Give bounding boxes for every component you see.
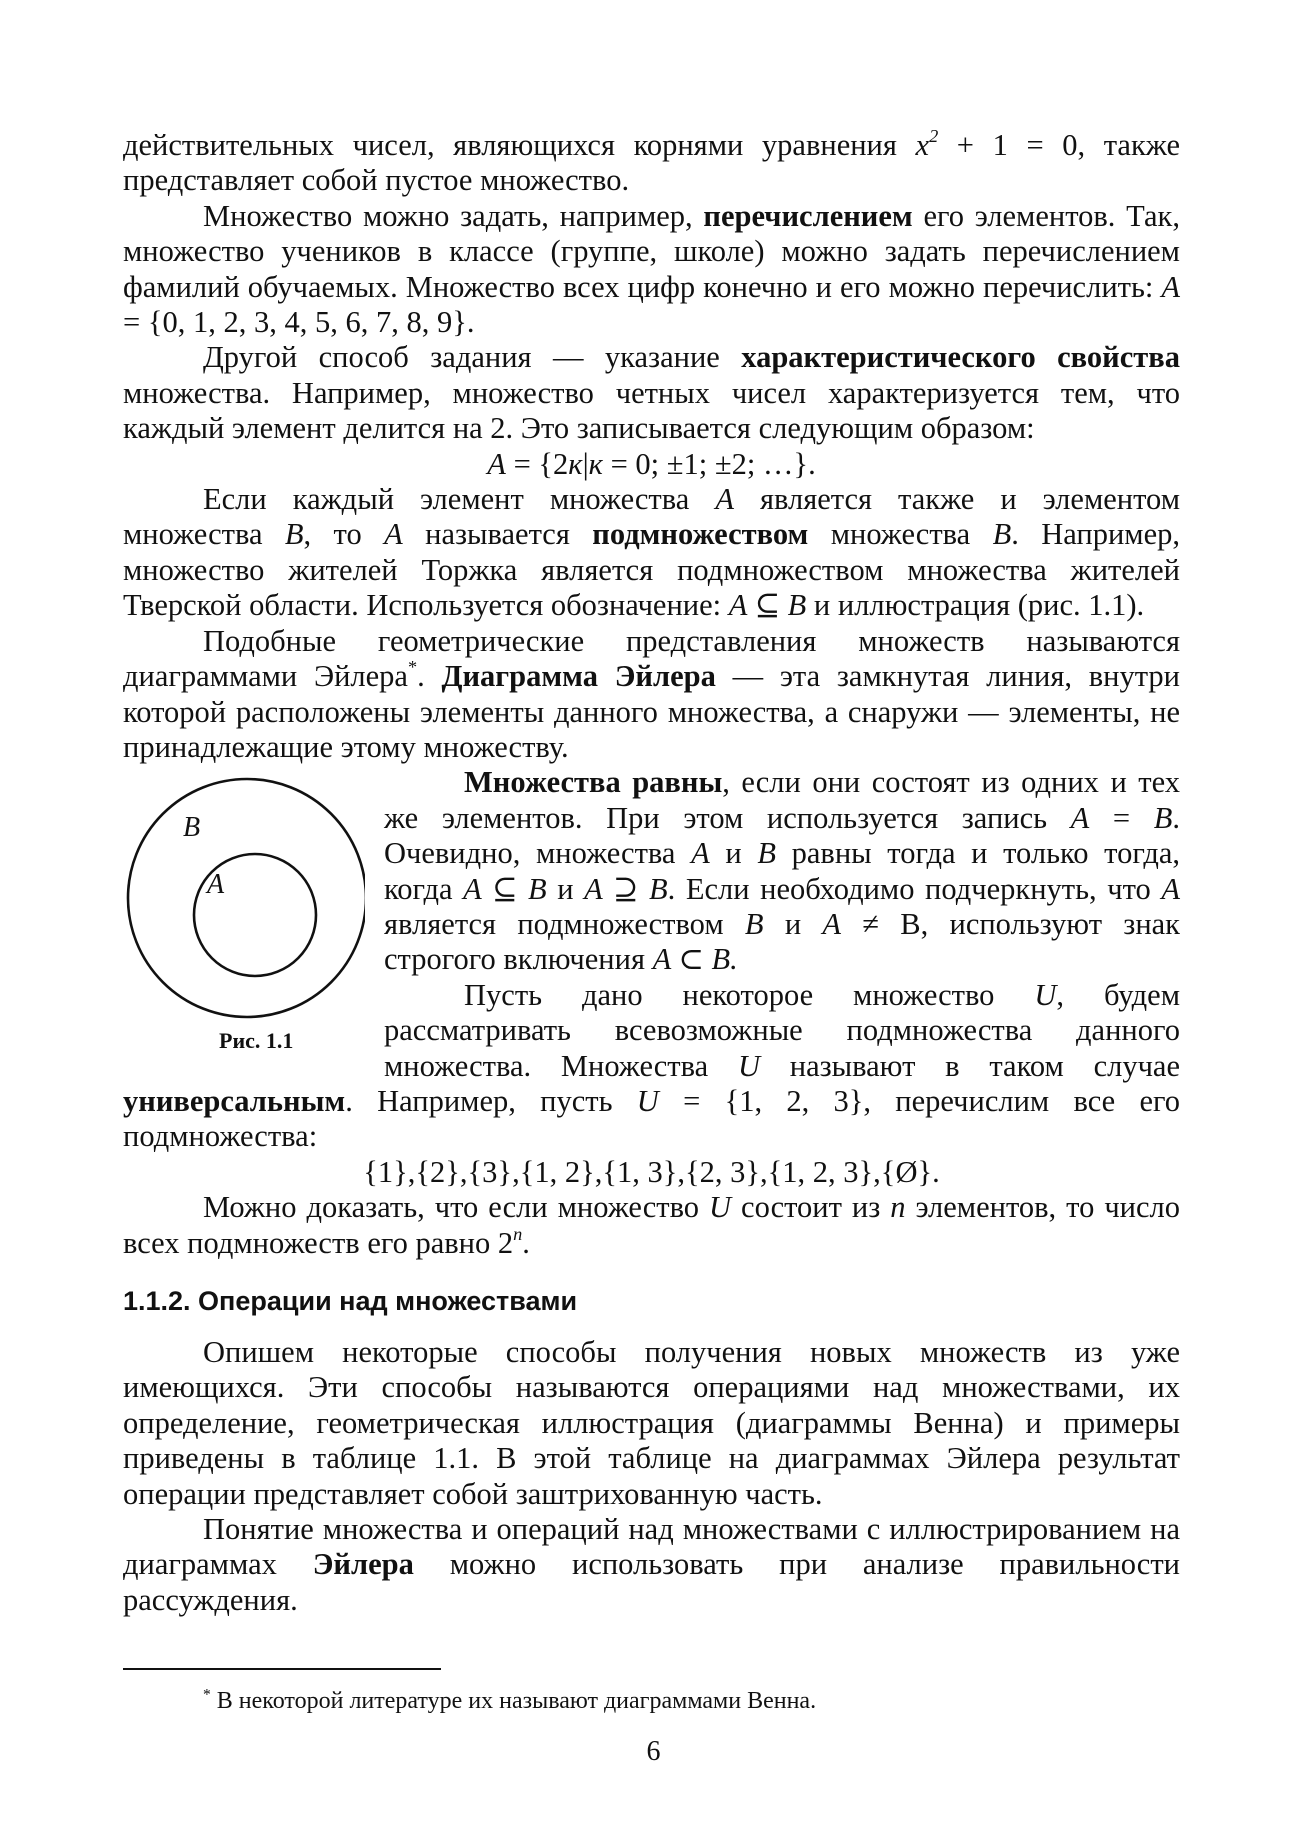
math-var: A xyxy=(487,446,506,481)
bold-term: перечислением xyxy=(703,198,913,233)
formula-subsets: {1},{2},{3},{1, 2},{1, 3},{2, 3},{1, 2, 3},{Ø}. xyxy=(363,1154,940,1189)
math-expression: A ⊆ B xyxy=(728,588,807,623)
math-var: к xyxy=(588,446,603,481)
paragraph-3 xyxy=(123,340,1180,446)
paragraph-6: Множества равны, если они состоят из одних и тех же элементов. При этом используется запись A = B. Очевидно, множества A и B равны тогда и только тогда, когда A ⊆ B и A ⊇ B. Если необходимо подчеркнуть, что A является подмножеством B и A ≠ B, используют знак строгого включения A ⊂ B. xyxy=(384,765,1181,977)
bold-term: подмножеством xyxy=(592,517,809,552)
text-run: + 1 = 0, также представляет собой пустое множество. xyxy=(123,128,1180,198)
text-run: = {0, 1, 2, 3, 4, 5, 6, 7, 8, 9}. xyxy=(123,305,475,340)
body-text xyxy=(123,128,1180,1618)
paragraph-2 xyxy=(123,199,1180,341)
text-run: множества. Например, множество четных чисел характеризуется тем, что каждый элемент делится на 2. Это записывается следующим образом: xyxy=(123,375,1180,446)
paragraph-9: Опишем некоторые способы получения новых множеств из уже имеющихся. Эти способы называются операциями над множествами, их определение, геометрическая иллюстрация (диаграммы Венна) и примеры приведены в таблице 1.1. В этой таблице на диаграммах Эйлера результат операции представляет собой заштрихованную часть. xyxy=(123,1335,1180,1511)
bold-term: универсальным xyxy=(123,1083,346,1118)
text-run: его элементов. Так, множество учеников в классе (группе, школе) можно задать перечислением фамилий обучаемых. Множество всех цифр конечно и его можно перечислить: xyxy=(123,198,1180,304)
euler-diagram xyxy=(125,771,365,1021)
bold-term: Эйлера xyxy=(312,1547,414,1582)
outer-set-circle xyxy=(128,779,365,1017)
paragraph-5: Подобные геометрические представления множеств называются диаграммами Эйлера*. Диаграмма Эйлера — эта замкнутая линия, внутри которой расположены элементы данного множества, а снаружи — элементы, не принадлежащие этому множеству. xyxy=(123,623,1180,764)
outer-set-label: B xyxy=(183,812,201,844)
footnote-text: В некоторой литературе их называют диаграммами Венна. xyxy=(210,1688,817,1714)
page-number: 6 xyxy=(646,1736,661,1767)
euler-diagram-figure xyxy=(123,771,368,1068)
inner-set-label: A xyxy=(207,869,225,901)
footnote xyxy=(203,1686,816,1716)
footnote-separator xyxy=(123,1668,441,1670)
math-expression: A ⊂ B. xyxy=(652,942,738,977)
footnote-mark: * xyxy=(407,657,418,678)
bold-term: Диаграмма Эйлера xyxy=(441,659,716,694)
exponent: 2 xyxy=(929,126,939,147)
paragraph-10: Понятие множества и операций над множествами с иллюстрированием на диаграммах Эйлера можно использовать при анализе правильности рассуждения. xyxy=(123,1512,1180,1617)
footnote-mark: * xyxy=(203,1686,211,1704)
paragraph-8: Можно доказать, что если множество U состоит из n элементов, то число всех подмножеств его равно 2$^n$. xyxy=(123,1190,1180,1260)
figure-caption: Рис. 1.1 xyxy=(219,1028,294,1054)
paragraph-1 xyxy=(123,128,1180,199)
text-run: Другой способ задания — указание xyxy=(203,340,742,375)
paragraph-4: Если каждый элемент множества A является также и элементом множества B, то A называется подмножеством множества B. Например, множество жителей Торжка является подмножеством множества жителей Тверской области. Используется обозначение: A ⊆ B и иллюстрация (рис. 1.1). xyxy=(123,482,1180,623)
section-heading: 1.1.2. Операции над множествами xyxy=(123,1286,578,1316)
math-var-x: $x^2$ xyxy=(915,126,939,162)
text-run: действительных чисел, являющихся корнями уравнения xyxy=(123,128,916,162)
bold-term: Множества равны xyxy=(464,765,723,800)
text-run: Множество можно задать, например, xyxy=(203,198,704,233)
math-var: A xyxy=(1161,269,1180,304)
formula-even-numbers: A = {2к|к = 0; ±1; ±2; …}. xyxy=(487,446,816,481)
bold-term: характеристического свойства xyxy=(741,340,1180,375)
paragraph-7: Пусть дано некоторое множество U, будем рассматривать всевозможные подмножества данного множества. Множества U называют в таком случае универсальным. Например, пусть U = {1, 2, 3}, перечислим все его подмножества: xyxy=(123,977,1180,1154)
exponent: n xyxy=(513,1223,523,1244)
math-var: к xyxy=(568,446,583,481)
